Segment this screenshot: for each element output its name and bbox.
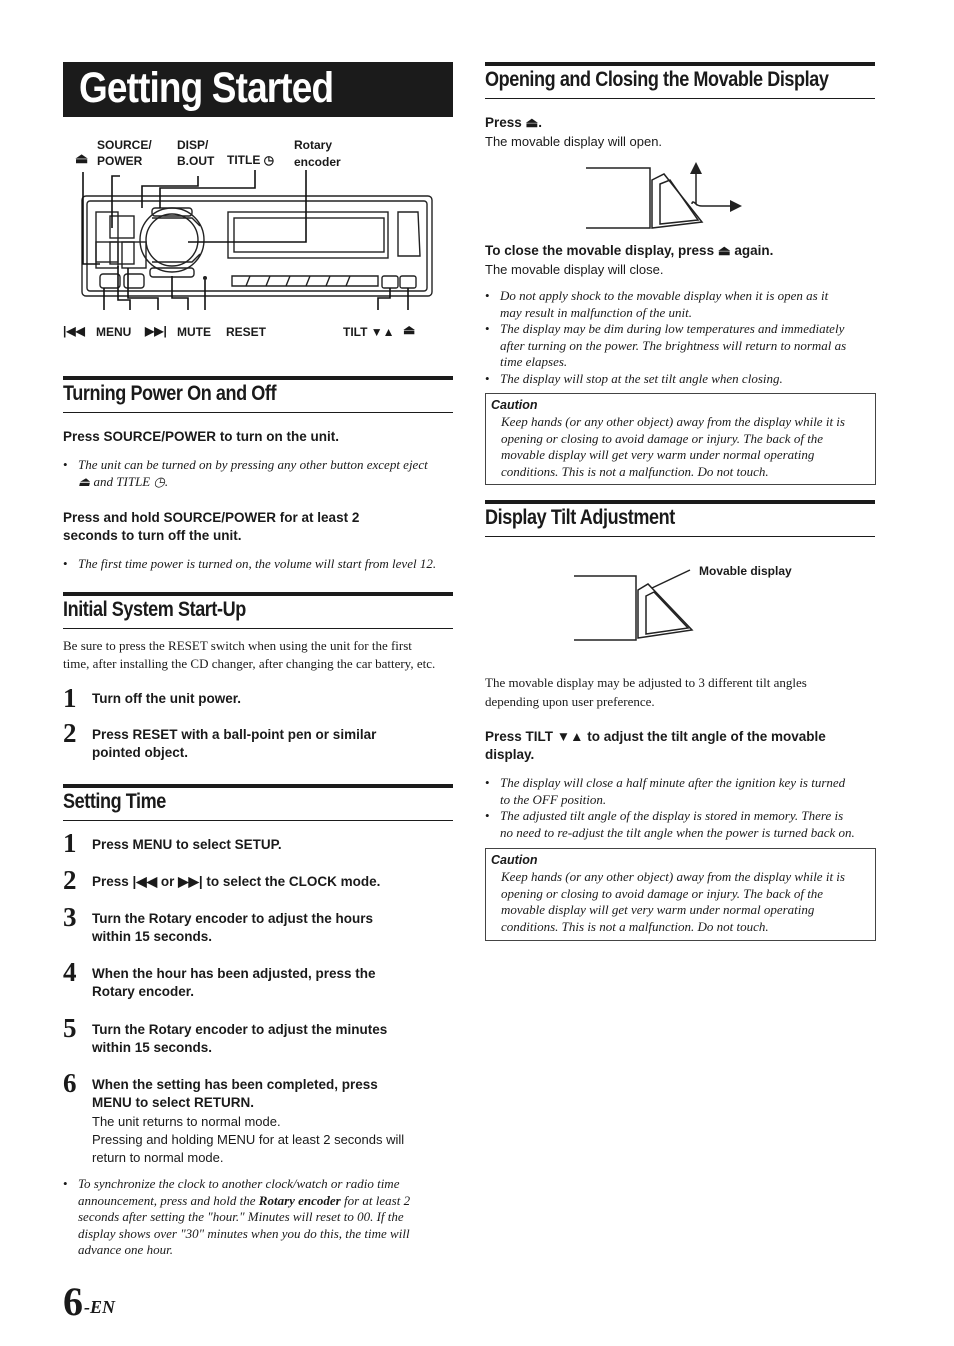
close-note: The movable display will close. xyxy=(485,262,664,277)
tilt-section-header xyxy=(485,500,875,537)
next-label: ▶▶| xyxy=(145,324,167,338)
page-suffix: -EN xyxy=(84,1297,115,1317)
rotary-label-2: encoder xyxy=(294,155,341,169)
time-step-4-number: 4 xyxy=(63,957,77,987)
tilt-bullet-2: • The adjusted tilt angle of the display is stored in memory. There is no need to re-adjust the tilt angle when the power is turned back on. xyxy=(500,808,855,841)
reset-label: RESET xyxy=(226,325,267,339)
tilt-caution-text: Keep hands (or any other object) away from the display while it is opening or closing to avoid damage or injury. The back of the movable display will get very warm under normal operating conditions. This is not a malfunction. Do not touch. xyxy=(501,869,845,934)
eject-label-top: ⏏ xyxy=(75,150,89,166)
opening-caution-box xyxy=(485,393,876,485)
power-instruction-2: Press and hold SOURCE/POWER for at least 2 seconds to turn off the unit. xyxy=(63,510,360,543)
tilt-caution-title: Caution xyxy=(491,853,538,867)
opening-bullet-3: • The display will stop at the set tilt angle when closing. xyxy=(500,371,783,388)
opening-bullet-1: • Do not apply shock to the movable display when it is open as it may result in malfunction of the unit. xyxy=(500,288,828,321)
opening-caution-title: Caution xyxy=(491,398,538,412)
time-step-1-number: 1 xyxy=(63,828,77,858)
tilt-heading: Display Tilt Adjustment xyxy=(485,506,675,529)
opening-heading: Opening and Closing the Movable Display xyxy=(485,68,829,91)
time-tip: • To synchronize the clock to another clock/watch or radio time announcement, press and hold the Rotary encoder for at least 2 seconds after setting the "hour." Minutes will reset to 00. If the display shows over "30" minutes when you do this, the time will advance one hour. xyxy=(78,1176,410,1259)
opening-section-header xyxy=(485,62,875,99)
source-power-label-1: SOURCE/ xyxy=(97,138,152,152)
device-faceplate-diagram xyxy=(60,168,450,328)
opening-bullet-2: • The display may be dim during low temperatures and immediately after turning on the power. The brightness will return to normal as time elapses. xyxy=(500,321,846,371)
display-open-diagram xyxy=(584,160,754,235)
time-step-3-number: 3 xyxy=(63,902,77,932)
menu-label: MENU xyxy=(96,325,132,339)
page-number: 6 xyxy=(63,1279,83,1324)
time-step-5: Turn the Rotary encoder to adjust the minutes within 15 seconds. xyxy=(92,1022,388,1055)
time-heading: Setting Time xyxy=(63,790,166,813)
opening-press: Press ⏏. xyxy=(485,115,543,130)
title-label: TITLE ◷ xyxy=(227,153,275,167)
page-title: Getting Started xyxy=(79,64,334,112)
tilt-bullet-1: • The display will close a half minute after the ignition key is turned to the OFF position. xyxy=(500,775,845,808)
time-step-5-number: 5 xyxy=(63,1013,77,1043)
close-instruction: To close the movable display, press ⏏ again. xyxy=(485,243,774,258)
initial-step-2-number: 2 xyxy=(63,718,77,748)
time-step-6-number: 6 xyxy=(63,1068,77,1098)
power-note-2: • The first time power is turned on, the volume will start from level 12. xyxy=(78,556,436,573)
tilt-instruction: Press TILT ▼▲ to adjust the tilt angle of the movable display. xyxy=(485,729,826,762)
tilt-caution-box xyxy=(485,848,876,941)
time-step-4: When the hour has been adjusted, press the Rotary encoder. xyxy=(92,966,376,999)
initial-paragraph: Be sure to press the RESET switch when using the unit for the first time, after installing the CD changer, after changing the car battery, etc. xyxy=(63,638,436,671)
time-step-6: When the setting has been completed, press MENU to select RETURN. xyxy=(92,1077,378,1110)
initial-heading: Initial System Start-Up xyxy=(63,598,246,621)
opening-caution-text: Keep hands (or any other object) away from the display while it is opening or closing to avoid damage or injury. The back of the movable display will get very warm under normal operating conditions. This is not a malfunction. Do not touch. xyxy=(501,414,845,479)
disp-label-2: B.OUT xyxy=(177,154,215,168)
movable-display-label: Movable display xyxy=(699,564,792,578)
eject-label-bottom: ⏏ xyxy=(403,322,416,337)
prev-label: |◀◀ xyxy=(63,324,85,338)
initial-step-1-number: 1 xyxy=(63,683,77,713)
time-step-2-number: 2 xyxy=(63,865,77,895)
tilt-diagram xyxy=(572,568,702,644)
time-step-3: Turn the Rotary encoder to adjust the hours within 15 seconds. xyxy=(92,911,374,944)
tilt-paragraph: The movable display may be adjusted to 3 different tilt angles depending upon user preference. xyxy=(485,675,807,709)
power-note-1: • The unit can be turned on by pressing any other button except eject ⏏ and TITLE ◷. xyxy=(78,457,428,490)
power-instruction-1: Press SOURCE/POWER to turn on the unit. xyxy=(63,429,340,444)
source-power-label-2: POWER xyxy=(97,154,143,168)
mute-label: MUTE xyxy=(177,325,211,339)
power-heading: Turning Power On and Off xyxy=(63,382,277,405)
rotary-label-1: Rotary xyxy=(294,138,333,152)
initial-section-header xyxy=(63,592,453,629)
opening-note: The movable display will open. xyxy=(485,134,663,149)
time-step-1: Press MENU to select SETUP. xyxy=(92,837,282,852)
page-title-bar xyxy=(63,62,453,117)
initial-step-1: Turn off the unit power. xyxy=(92,691,241,706)
disp-label-1: DISP/ xyxy=(177,138,209,152)
time-step-2: Press |◀◀ or ▶▶| to select the CLOCK mode. xyxy=(92,874,381,889)
time-section-header xyxy=(63,784,453,821)
power-section-header xyxy=(63,376,453,413)
time-step-6-note: The unit returns to normal mode. Pressing and holding MENU for at least 2 seconds will return to normal mode. xyxy=(92,1114,405,1165)
initial-step-2: Press RESET with a ball-point pen or similar pointed object. xyxy=(92,727,377,760)
tilt-label: TILT ▼▲ xyxy=(343,325,395,339)
